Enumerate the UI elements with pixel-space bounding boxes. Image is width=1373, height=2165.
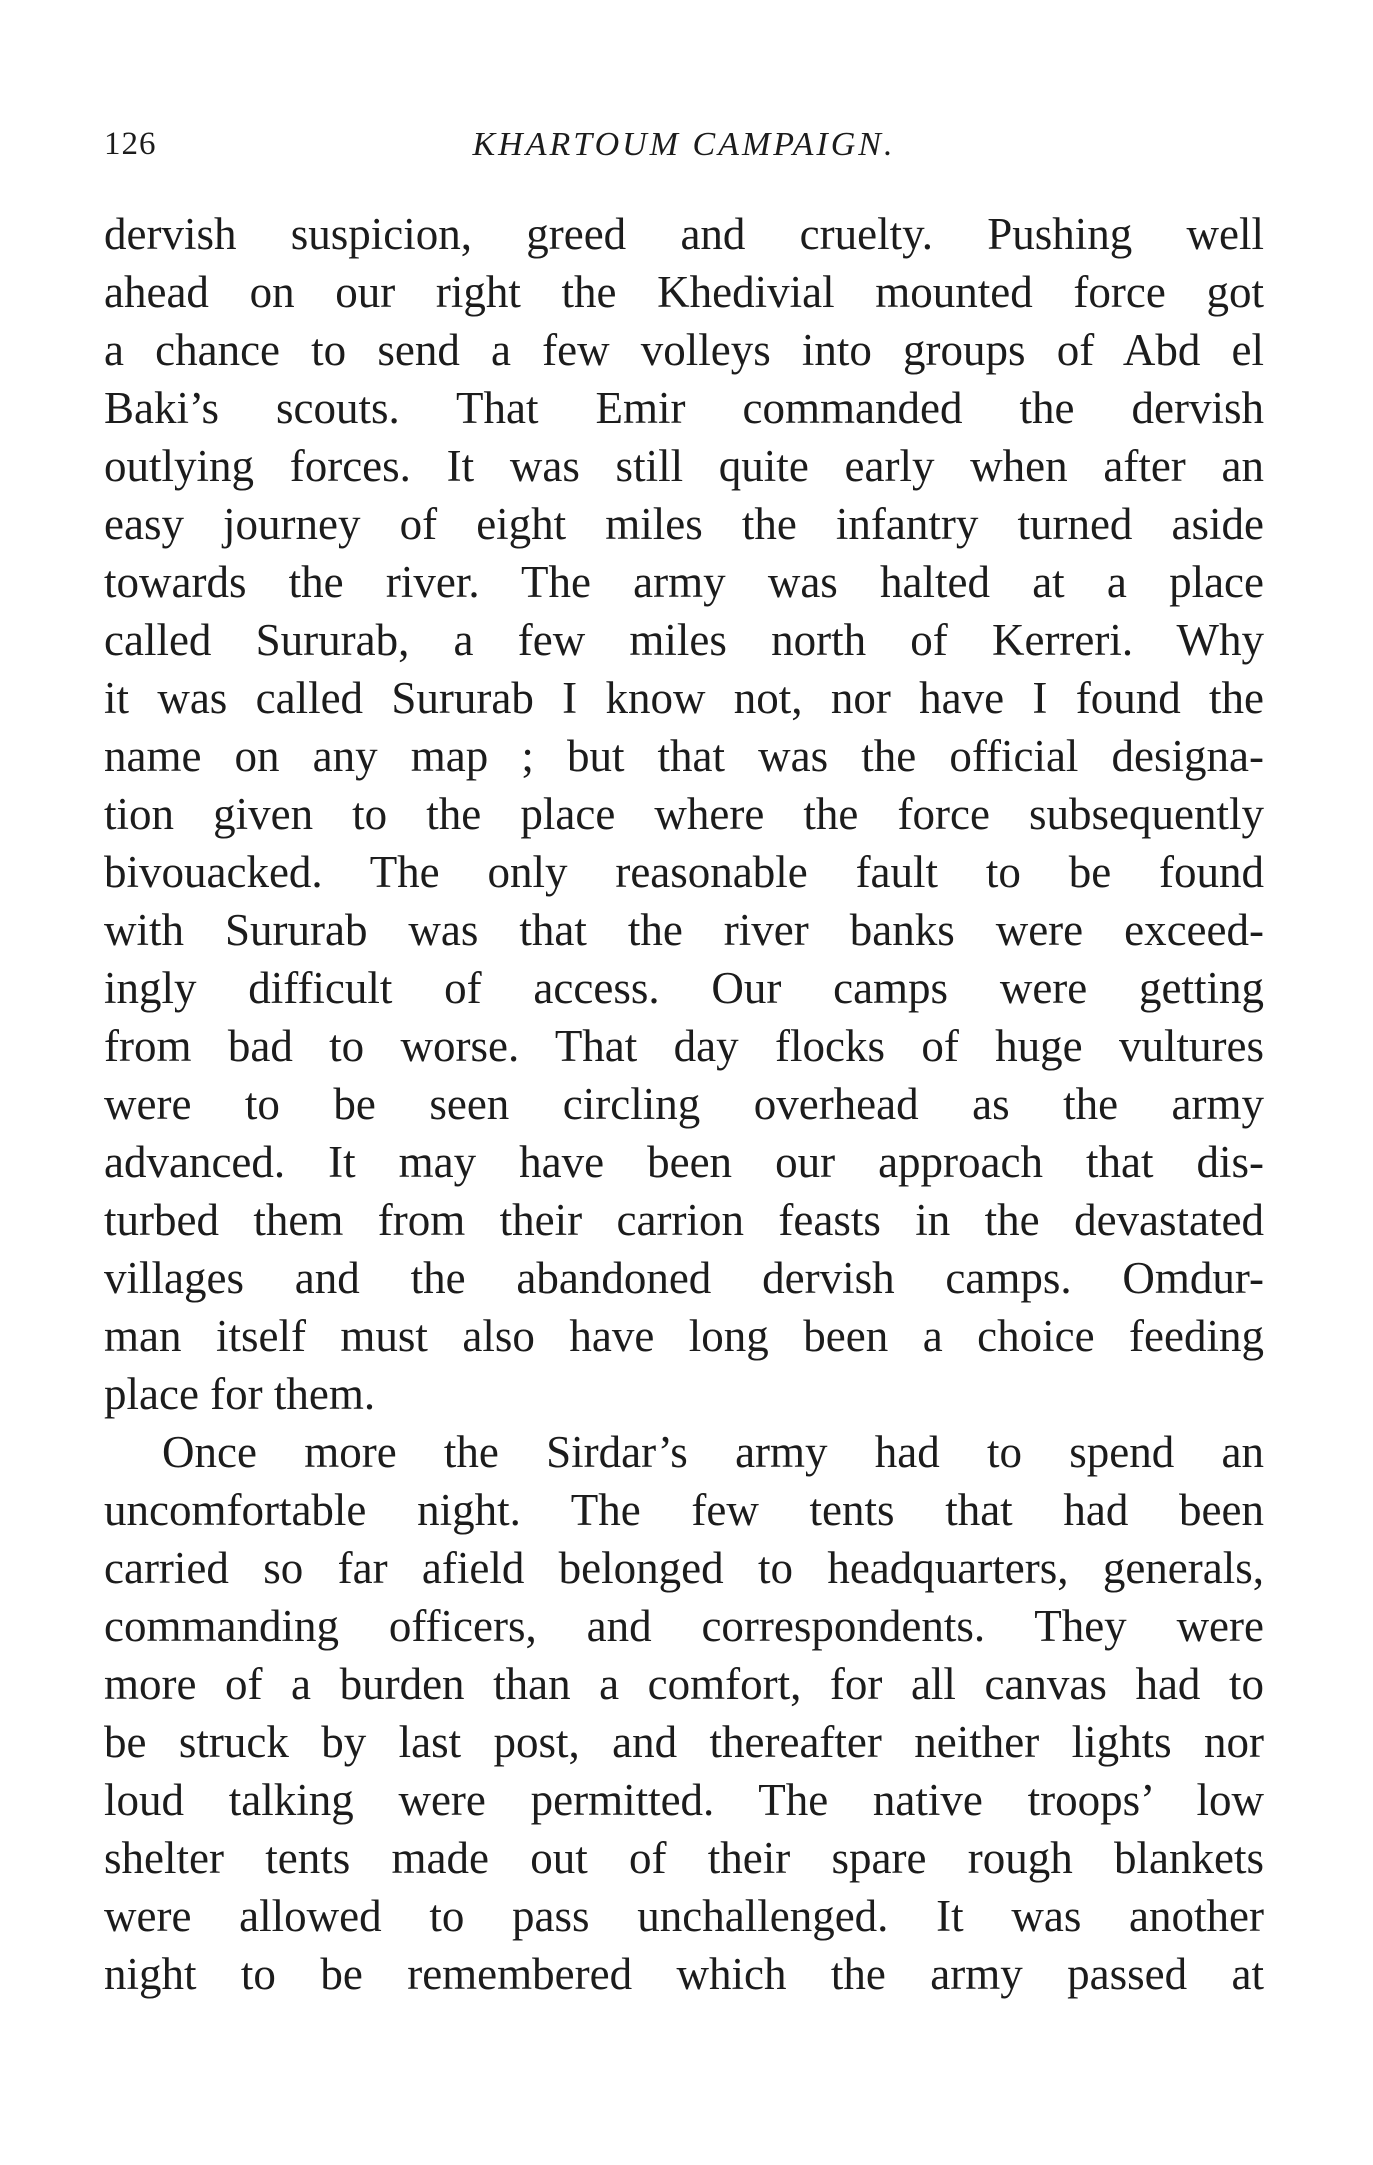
- text-line: easy journey of eight miles the infantry turned aside: [104, 499, 1264, 549]
- text-line: from bad to worse. That day flocks of huge vultures: [104, 1021, 1264, 1071]
- text-line: shelter tents made out of their spare rough blankets: [104, 1833, 1264, 1883]
- text-line: a chance to send a few volleys into groups of Abd el: [104, 325, 1264, 375]
- text-line: carried so far afield belonged to headquarters, generals,: [104, 1543, 1264, 1593]
- running-head: [104, 126, 1264, 176]
- text-line: with Sururab was that the river banks were exceed-: [104, 905, 1264, 955]
- text-line: turbed them from their carrion feasts in the devastated: [104, 1195, 1264, 1245]
- text-line: commanding officers, and correspondents. They were: [104, 1601, 1264, 1651]
- text-line: towards the river. The army was halted at a place: [104, 557, 1264, 607]
- text-line: place for them.: [104, 1369, 376, 1419]
- text-line: dervish suspicion, greed and cruelty. Pushing well: [104, 209, 1264, 259]
- text-line: villages and the abandoned dervish camps. Omdur-: [104, 1253, 1264, 1303]
- text-line: tion given to the place where the force subsequently: [104, 789, 1264, 839]
- text-line: ahead on our right the Khedivial mounted force got: [104, 267, 1264, 317]
- text-line: uncomfortable night. The few tents that had been: [104, 1485, 1264, 1535]
- text-line: outlying forces. It was still quite early when after an: [104, 441, 1264, 491]
- paragraph-2: [104, 1423, 1264, 2003]
- page-number: 126: [104, 126, 157, 162]
- running-title: KHARTOUM CAMPAIGN.: [472, 126, 896, 163]
- text-line: be struck by last post, and thereafter neither lights nor: [104, 1717, 1264, 1767]
- text-line: advanced. It may have been our approach that dis-: [104, 1137, 1264, 1187]
- text-line: ingly difficult of access. Our camps were getting: [104, 963, 1264, 1013]
- text-line: were allowed to pass unchallenged. It was another: [104, 1891, 1264, 1941]
- text-line: were to be seen circling overhead as the army: [104, 1079, 1264, 1129]
- text-line: Once more the Sirdar’s army had to spend an: [162, 1427, 1264, 1477]
- body-text: [104, 205, 1264, 2003]
- paragraph-1: [104, 205, 1264, 1423]
- text-line: called Sururab, a few miles north of Kerreri. Why: [104, 615, 1264, 665]
- text-line: loud talking were permitted. The native troops’ low: [104, 1775, 1264, 1825]
- text-line: it was called Sururab I know not, nor have I found the: [104, 673, 1264, 723]
- text-line: bivouacked. The only reasonable fault to be found: [104, 847, 1264, 897]
- text-line: Baki’s scouts. That Emir commanded the dervish: [104, 383, 1264, 433]
- text-line: more of a burden than a comfort, for all canvas had to: [104, 1659, 1264, 1709]
- text-line: man itself must also have long been a choice feeding: [104, 1311, 1264, 1361]
- text-line: night to be remembered which the army passed at: [104, 1949, 1264, 1999]
- text-line: name on any map ; but that was the official designa-: [104, 731, 1264, 781]
